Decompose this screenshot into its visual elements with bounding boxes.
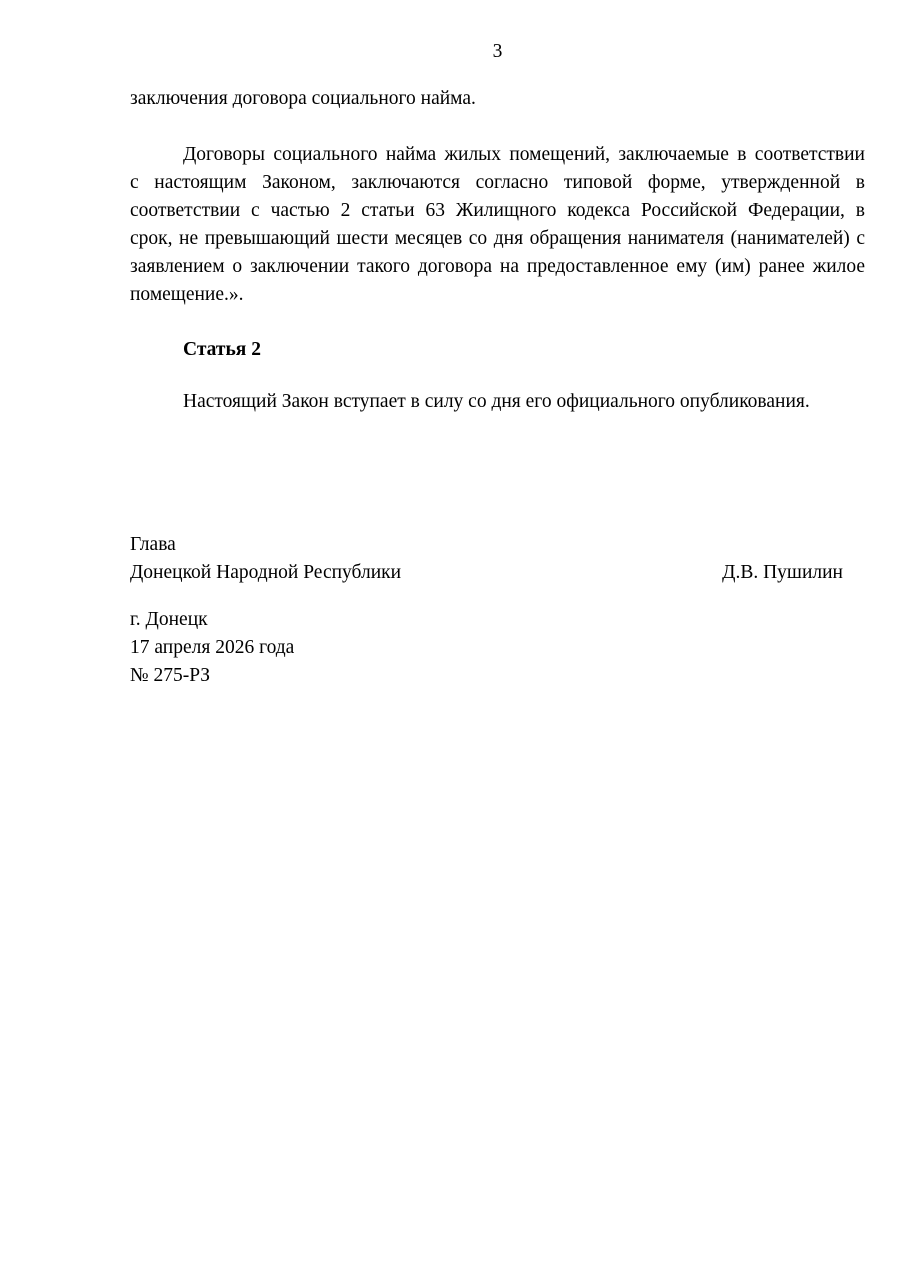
signatory-title-line2: Донецкой Народной Республики bbox=[130, 562, 402, 583]
issuance-block bbox=[130, 606, 865, 690]
signatory-title-line1: Глава bbox=[130, 534, 176, 555]
page-number: 3 bbox=[492, 41, 503, 62]
signatory-name: Д.В. Пушилин bbox=[722, 562, 843, 583]
signatory-title-line2-row bbox=[130, 559, 865, 587]
article-2-heading: Статья 2 bbox=[183, 339, 261, 360]
issuance-city: г. Донецк bbox=[130, 609, 208, 630]
article-2-text: Настоящий Закон вступает в силу со дня его официального опубликования. bbox=[183, 391, 810, 412]
paragraph-continuation: заключения договора социального найма. bbox=[130, 88, 476, 109]
issuance-date: 17 апреля 2026 года bbox=[130, 637, 295, 658]
law-paragraph: Договоры социального найма жилых помещений, заключаемые в соответствии с настоящим Законом, заключаются согласно типовой форме, утвержденной в соответствии с частью 2 статьи 63 Жилищного кодекса Российской Федерации, в срок, не превышающий шести месяцев со дня обращения нанимателя (нанимателей) с заявлением о заключении такого договора на предоставленное ему (им) ранее жилое помещение.». bbox=[130, 144, 865, 305]
issuance-number: № 275-РЗ bbox=[130, 665, 211, 686]
signature-block bbox=[130, 531, 865, 587]
